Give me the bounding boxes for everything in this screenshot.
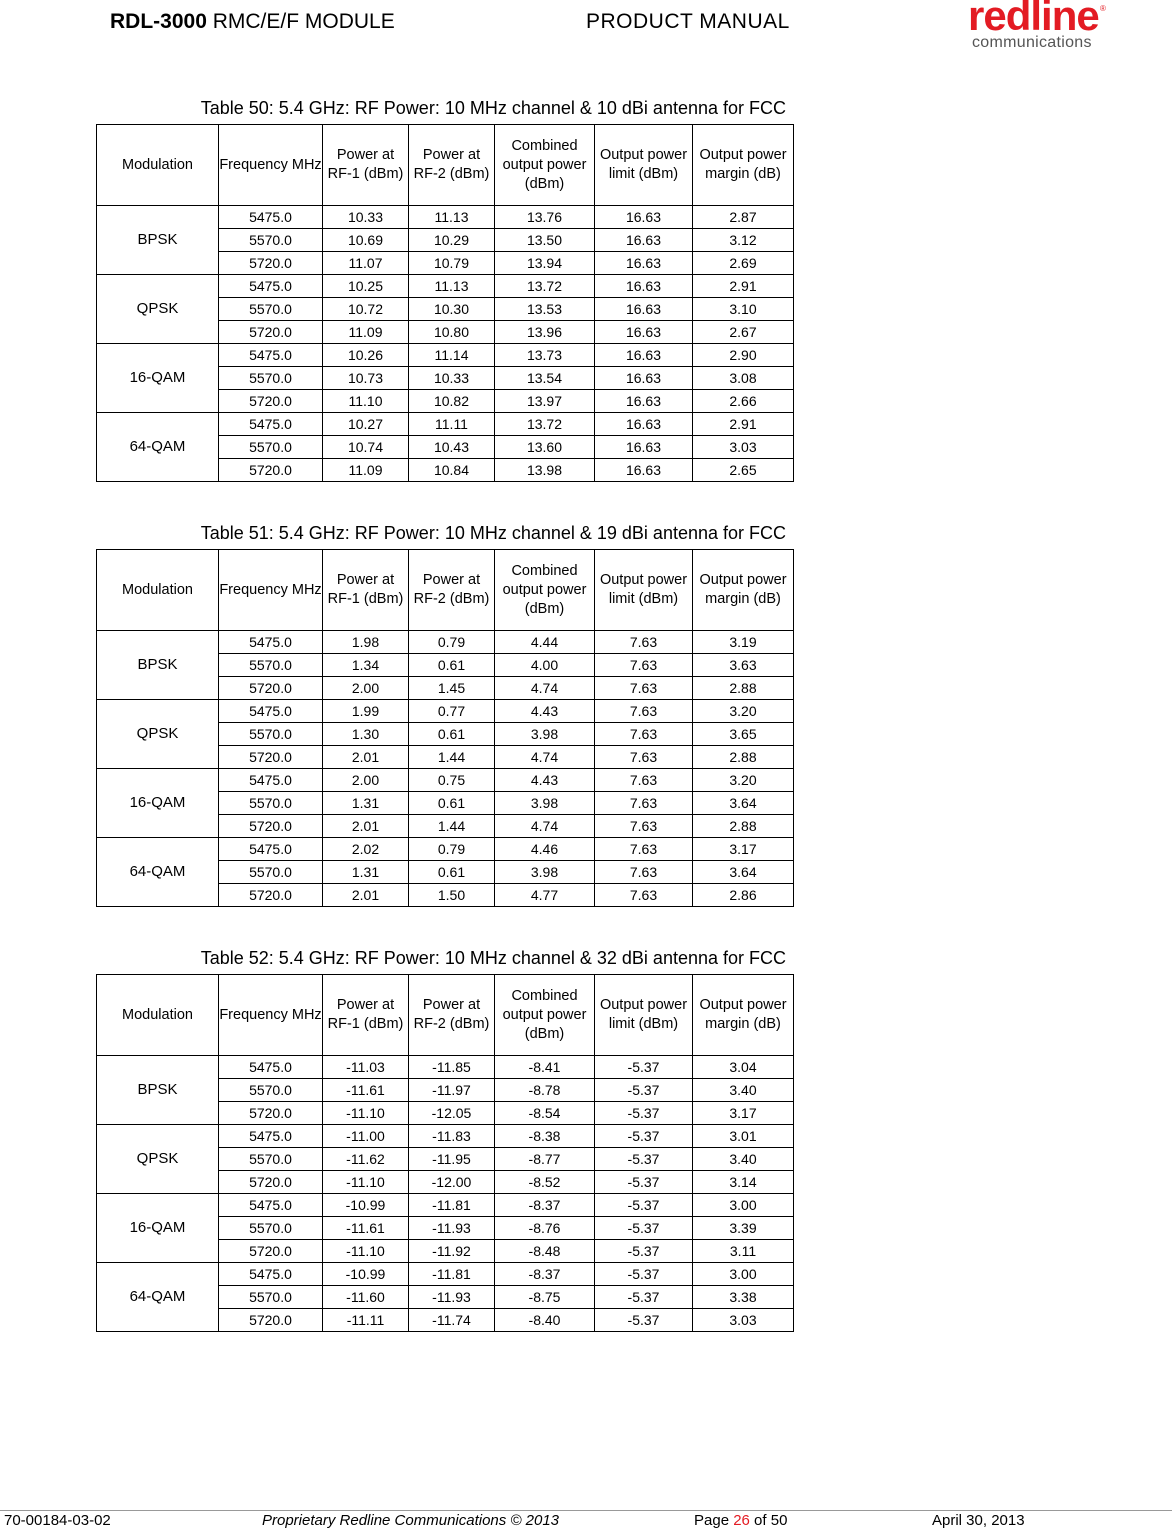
table-cell: 11.09 bbox=[323, 459, 409, 482]
table-header-row bbox=[97, 550, 794, 631]
table-cell: -11.93 bbox=[409, 1286, 495, 1309]
table-cell: -5.37 bbox=[595, 1309, 693, 1332]
table-cell: -5.37 bbox=[595, 1125, 693, 1148]
table-cell: 0.77 bbox=[409, 700, 495, 723]
table-cell: 16.63 bbox=[595, 436, 693, 459]
table-cell: 5570.0 bbox=[219, 298, 323, 321]
table-cell: 0.79 bbox=[409, 631, 495, 654]
table-cell: 3.98 bbox=[495, 723, 595, 746]
table-cell: 13.54 bbox=[495, 367, 595, 390]
footer-date: April 30, 2013 bbox=[932, 1512, 1025, 1529]
modulation-cell: BPSK bbox=[97, 631, 219, 700]
table-cell: 10.74 bbox=[323, 436, 409, 459]
table-cell: 7.63 bbox=[595, 838, 693, 861]
table-cell: 4.43 bbox=[495, 700, 595, 723]
table-cell: 1.44 bbox=[409, 815, 495, 838]
table-cell: 1.44 bbox=[409, 746, 495, 769]
table-cell: 4.46 bbox=[495, 838, 595, 861]
table-cell: 13.53 bbox=[495, 298, 595, 321]
table-cell: 4.74 bbox=[495, 746, 595, 769]
modulation-cell: BPSK bbox=[97, 1056, 219, 1125]
table-cell: 16.63 bbox=[595, 252, 693, 275]
column-header: Output power margin (dB) bbox=[693, 975, 794, 1056]
table-cell: -8.48 bbox=[495, 1240, 595, 1263]
table-cell: 11.10 bbox=[323, 390, 409, 413]
table-cell: 10.26 bbox=[323, 344, 409, 367]
table-cell: 7.63 bbox=[595, 792, 693, 815]
table-cell: 16.63 bbox=[595, 367, 693, 390]
table-cell: 0.79 bbox=[409, 838, 495, 861]
table-cell: 16.63 bbox=[595, 206, 693, 229]
modulation-cell: 16-QAM bbox=[97, 344, 219, 413]
table-cell: -11.93 bbox=[409, 1217, 495, 1240]
table-cell: 3.20 bbox=[693, 769, 794, 792]
table-row bbox=[97, 1125, 794, 1148]
logo-tagline: communications bbox=[972, 34, 1092, 51]
table-cell: 4.77 bbox=[495, 884, 595, 907]
table-cell: 5475.0 bbox=[219, 700, 323, 723]
table-cell: -11.10 bbox=[323, 1171, 409, 1194]
table-cell: 2.87 bbox=[693, 206, 794, 229]
table-cell: 16.63 bbox=[595, 344, 693, 367]
table-cell: 10.82 bbox=[409, 390, 495, 413]
table-cell: 0.61 bbox=[409, 792, 495, 815]
table-cell: 16.63 bbox=[595, 413, 693, 436]
table-cell: -5.37 bbox=[595, 1056, 693, 1079]
table-row bbox=[97, 838, 794, 861]
column-header: Output power limit (dBm) bbox=[595, 975, 693, 1056]
table-cell: 11.14 bbox=[409, 344, 495, 367]
table-cell: -11.97 bbox=[409, 1079, 495, 1102]
table-cell: -8.77 bbox=[495, 1148, 595, 1171]
modulation-cell: QPSK bbox=[97, 700, 219, 769]
table-cell: 5720.0 bbox=[219, 459, 323, 482]
table-row bbox=[97, 1056, 794, 1079]
table-cell: 1.34 bbox=[323, 654, 409, 677]
table-cell: -8.78 bbox=[495, 1079, 595, 1102]
table-cell: -8.40 bbox=[495, 1309, 595, 1332]
table-cell: 5720.0 bbox=[219, 815, 323, 838]
table-cell: 0.61 bbox=[409, 723, 495, 746]
table-cell: 5475.0 bbox=[219, 1263, 323, 1286]
table-cell: 3.64 bbox=[693, 861, 794, 884]
table-row bbox=[97, 413, 794, 436]
table-cell: -8.76 bbox=[495, 1217, 595, 1240]
table-cell: 7.63 bbox=[595, 746, 693, 769]
table-cell: 5570.0 bbox=[219, 861, 323, 884]
table-cell: 5475.0 bbox=[219, 413, 323, 436]
table-cell: 3.01 bbox=[693, 1125, 794, 1148]
table-cell: 10.33 bbox=[409, 367, 495, 390]
table-cell: 13.94 bbox=[495, 252, 595, 275]
table-row bbox=[97, 275, 794, 298]
table-cell: -8.52 bbox=[495, 1171, 595, 1194]
column-header: Output power margin (dB) bbox=[693, 550, 794, 631]
table-cell: -8.37 bbox=[495, 1263, 595, 1286]
table-cell: -5.37 bbox=[595, 1263, 693, 1286]
table-cell: 10.84 bbox=[409, 459, 495, 482]
table-cell: 3.65 bbox=[693, 723, 794, 746]
table-cell: 10.73 bbox=[323, 367, 409, 390]
table-caption: Table 52: 5.4 GHz: RF Power: 10 MHz channel & 32 dBi antenna for FCC bbox=[200, 948, 786, 968]
column-header: Combined output power (dBm) bbox=[495, 550, 595, 631]
table-cell: 3.11 bbox=[693, 1240, 794, 1263]
table-cell: 5570.0 bbox=[219, 436, 323, 459]
table-cell: 3.38 bbox=[693, 1286, 794, 1309]
table-cell: 3.64 bbox=[693, 792, 794, 815]
table-cell: 3.12 bbox=[693, 229, 794, 252]
table-cell: 1.31 bbox=[323, 792, 409, 815]
modulation-cell: 64-QAM bbox=[97, 838, 219, 907]
table-cell: 5720.0 bbox=[219, 390, 323, 413]
table-cell: 5475.0 bbox=[219, 631, 323, 654]
table-cell: 2.86 bbox=[693, 884, 794, 907]
table-row bbox=[97, 1263, 794, 1286]
table-cell: -11.83 bbox=[409, 1125, 495, 1148]
table-cell: 4.00 bbox=[495, 654, 595, 677]
table-cell: 13.72 bbox=[495, 413, 595, 436]
table-cell: 11.13 bbox=[409, 275, 495, 298]
table-cell: 3.20 bbox=[693, 700, 794, 723]
table-cell: 2.02 bbox=[323, 838, 409, 861]
table-cell: -5.37 bbox=[595, 1148, 693, 1171]
table-cell: 2.65 bbox=[693, 459, 794, 482]
table-caption: Table 51: 5.4 GHz: RF Power: 10 MHz channel & 19 dBi antenna for FCC bbox=[200, 523, 786, 543]
table-cell: 10.69 bbox=[323, 229, 409, 252]
table-cell: 1.99 bbox=[323, 700, 409, 723]
footer-proprietary: Proprietary Redline Communications © 2013 bbox=[262, 1512, 560, 1529]
table-cell: 2.91 bbox=[693, 275, 794, 298]
column-header: Frequency MHz bbox=[219, 975, 323, 1056]
table-cell: 5720.0 bbox=[219, 1309, 323, 1332]
modulation-cell: BPSK bbox=[97, 206, 219, 275]
table-cell: 5475.0 bbox=[219, 769, 323, 792]
table-cell: 2.69 bbox=[693, 252, 794, 275]
table-cell: 10.33 bbox=[323, 206, 409, 229]
footer-divider bbox=[0, 1510, 1172, 1511]
table-row bbox=[97, 631, 794, 654]
column-header: Modulation bbox=[97, 125, 219, 206]
column-header: Power at RF-1 (dBm) bbox=[323, 125, 409, 206]
modulation-cell: QPSK bbox=[97, 275, 219, 344]
table-cell: 2.88 bbox=[693, 746, 794, 769]
table-cell: 5570.0 bbox=[219, 654, 323, 677]
table-cell: 5720.0 bbox=[219, 677, 323, 700]
table-cell: 3.04 bbox=[693, 1056, 794, 1079]
column-header: Modulation bbox=[97, 975, 219, 1056]
column-header: Power at RF-2 (dBm) bbox=[409, 975, 495, 1056]
table-cell: 1.31 bbox=[323, 861, 409, 884]
table-cell: 3.39 bbox=[693, 1217, 794, 1240]
table-cell: -11.92 bbox=[409, 1240, 495, 1263]
table-cell: 3.17 bbox=[693, 1102, 794, 1125]
table-cell: 10.27 bbox=[323, 413, 409, 436]
table-cell: 3.10 bbox=[693, 298, 794, 321]
table-cell: -5.37 bbox=[595, 1286, 693, 1309]
table-cell: 2.88 bbox=[693, 815, 794, 838]
table-cell: 11.07 bbox=[323, 252, 409, 275]
table-cell: 3.03 bbox=[693, 436, 794, 459]
table-cell: 13.50 bbox=[495, 229, 595, 252]
table-cell: -11.10 bbox=[323, 1102, 409, 1125]
table-cell: -10.99 bbox=[323, 1263, 409, 1286]
column-header: Output power limit (dBm) bbox=[595, 125, 693, 206]
table-row bbox=[97, 344, 794, 367]
table-cell: 3.63 bbox=[693, 654, 794, 677]
table-cell: 5570.0 bbox=[219, 1148, 323, 1171]
page-header bbox=[0, 0, 1172, 60]
table-row bbox=[97, 1194, 794, 1217]
table-cell: 2.67 bbox=[693, 321, 794, 344]
table-caption: Table 50: 5.4 GHz: RF Power: 10 MHz channel & 10 dBi antenna for FCC bbox=[200, 98, 786, 118]
table-cell: -11.11 bbox=[323, 1309, 409, 1332]
table-cell: 5720.0 bbox=[219, 1240, 323, 1263]
table-row bbox=[97, 206, 794, 229]
table-cell: 11.13 bbox=[409, 206, 495, 229]
table-cell: 5475.0 bbox=[219, 838, 323, 861]
table-cell: 10.80 bbox=[409, 321, 495, 344]
table-row bbox=[97, 769, 794, 792]
table-cell: -8.37 bbox=[495, 1194, 595, 1217]
table-cell: 3.17 bbox=[693, 838, 794, 861]
redline-logo bbox=[968, 0, 1108, 56]
page-prefix: Page bbox=[694, 1512, 734, 1529]
rf-power-table bbox=[96, 549, 794, 907]
table-cell: 16.63 bbox=[595, 275, 693, 298]
table-cell: -11.74 bbox=[409, 1309, 495, 1332]
table-cell: 3.19 bbox=[693, 631, 794, 654]
table-cell: 3.14 bbox=[693, 1171, 794, 1194]
logo-wordmark: redline bbox=[968, 0, 1099, 39]
table-cell: 7.63 bbox=[595, 677, 693, 700]
column-header: Power at RF-2 (dBm) bbox=[409, 550, 495, 631]
table-cell: 2.00 bbox=[323, 769, 409, 792]
table-cell: -11.61 bbox=[323, 1079, 409, 1102]
table-cell: 5720.0 bbox=[219, 1102, 323, 1125]
table-cell: 10.43 bbox=[409, 436, 495, 459]
table-cell: 5475.0 bbox=[219, 275, 323, 298]
table-cell: 0.61 bbox=[409, 654, 495, 677]
table-cell: -10.99 bbox=[323, 1194, 409, 1217]
table-cell: 0.75 bbox=[409, 769, 495, 792]
table-cell: 16.63 bbox=[595, 459, 693, 482]
table-cell: 1.30 bbox=[323, 723, 409, 746]
table-header-row bbox=[97, 125, 794, 206]
table-cell: -11.10 bbox=[323, 1240, 409, 1263]
table-cell: 16.63 bbox=[595, 321, 693, 344]
column-header: Power at RF-1 (dBm) bbox=[323, 550, 409, 631]
table-cell: 5475.0 bbox=[219, 1194, 323, 1217]
table-cell: -5.37 bbox=[595, 1217, 693, 1240]
table-cell: -8.38 bbox=[495, 1125, 595, 1148]
table-cell: 13.73 bbox=[495, 344, 595, 367]
table-cell: 5475.0 bbox=[219, 344, 323, 367]
table-cell: -5.37 bbox=[595, 1171, 693, 1194]
table-cell: 5720.0 bbox=[219, 746, 323, 769]
table-cell: 0.61 bbox=[409, 861, 495, 884]
table-cell: -11.85 bbox=[409, 1056, 495, 1079]
document-title bbox=[110, 10, 395, 34]
table-cell: 2.00 bbox=[323, 677, 409, 700]
table-cell: 2.88 bbox=[693, 677, 794, 700]
column-header: Power at RF-1 (dBm) bbox=[323, 975, 409, 1056]
table-cell: 3.40 bbox=[693, 1079, 794, 1102]
page-number: 26 bbox=[733, 1512, 750, 1529]
table-header-row bbox=[97, 975, 794, 1056]
table-cell: -8.54 bbox=[495, 1102, 595, 1125]
table-cell: -11.62 bbox=[323, 1148, 409, 1171]
table-cell: 5475.0 bbox=[219, 1056, 323, 1079]
table-cell: 3.03 bbox=[693, 1309, 794, 1332]
table-cell: 13.97 bbox=[495, 390, 595, 413]
column-header: Output power margin (dB) bbox=[693, 125, 794, 206]
table-cell: 13.76 bbox=[495, 206, 595, 229]
column-header: Combined output power (dBm) bbox=[495, 125, 595, 206]
modulation-cell: 16-QAM bbox=[97, 769, 219, 838]
column-header: Combined output power (dBm) bbox=[495, 975, 595, 1056]
column-header: Output power limit (dBm) bbox=[595, 550, 693, 631]
table-cell: -5.37 bbox=[595, 1194, 693, 1217]
table-cell: 7.63 bbox=[595, 631, 693, 654]
logo-registered-mark: ® bbox=[1100, 4, 1106, 13]
table-cell: 2.01 bbox=[323, 815, 409, 838]
table-cell: 7.63 bbox=[595, 815, 693, 838]
table-cell: 13.60 bbox=[495, 436, 595, 459]
table-cell: 2.01 bbox=[323, 746, 409, 769]
table-cell: 7.63 bbox=[595, 723, 693, 746]
table-cell: 2.91 bbox=[693, 413, 794, 436]
table-cell: -12.00 bbox=[409, 1171, 495, 1194]
modulation-cell: QPSK bbox=[97, 1125, 219, 1194]
table-cell: 4.74 bbox=[495, 677, 595, 700]
table-cell: 11.09 bbox=[323, 321, 409, 344]
table-cell: 5570.0 bbox=[219, 1079, 323, 1102]
table-cell: 4.74 bbox=[495, 815, 595, 838]
column-header: Power at RF-2 (dBm) bbox=[409, 125, 495, 206]
table-cell: 2.66 bbox=[693, 390, 794, 413]
column-header: Frequency MHz bbox=[219, 125, 323, 206]
table-cell: 1.45 bbox=[409, 677, 495, 700]
table-cell: 3.98 bbox=[495, 861, 595, 884]
modulation-cell: 64-QAM bbox=[97, 413, 219, 482]
table-cell: 5570.0 bbox=[219, 792, 323, 815]
table-cell: 7.63 bbox=[595, 654, 693, 677]
table-cell: 10.72 bbox=[323, 298, 409, 321]
table-cell: 10.25 bbox=[323, 275, 409, 298]
table-cell: -11.61 bbox=[323, 1217, 409, 1240]
table-cell: 3.98 bbox=[495, 792, 595, 815]
modulation-cell: 16-QAM bbox=[97, 1194, 219, 1263]
table-cell: 5475.0 bbox=[219, 206, 323, 229]
table-cell: 7.63 bbox=[595, 700, 693, 723]
table-cell: 5720.0 bbox=[219, 884, 323, 907]
table-cell: -8.75 bbox=[495, 1286, 595, 1309]
table-cell: 13.72 bbox=[495, 275, 595, 298]
table-row bbox=[97, 700, 794, 723]
table-cell: 5570.0 bbox=[219, 723, 323, 746]
document-title-model: RDL-3000 bbox=[110, 10, 207, 33]
table-cell: 5720.0 bbox=[219, 1171, 323, 1194]
table-cell: -8.41 bbox=[495, 1056, 595, 1079]
rf-power-table bbox=[96, 124, 794, 482]
table-cell: -11.00 bbox=[323, 1125, 409, 1148]
table-cell: 10.30 bbox=[409, 298, 495, 321]
rf-power-table bbox=[96, 974, 794, 1332]
table-cell: 5570.0 bbox=[219, 229, 323, 252]
table-cell: 3.00 bbox=[693, 1194, 794, 1217]
table-cell: 11.11 bbox=[409, 413, 495, 436]
column-header: Frequency MHz bbox=[219, 550, 323, 631]
table-cell: 5475.0 bbox=[219, 1125, 323, 1148]
table-cell: 7.63 bbox=[595, 884, 693, 907]
table-cell: 5570.0 bbox=[219, 367, 323, 390]
footer-page-indicator bbox=[694, 1512, 787, 1529]
modulation-cell: 64-QAM bbox=[97, 1263, 219, 1332]
table-cell: 13.96 bbox=[495, 321, 595, 344]
document-title-module: RMC/E/F MODULE bbox=[212, 10, 395, 33]
table-cell: 2.90 bbox=[693, 344, 794, 367]
table-cell: 7.63 bbox=[595, 861, 693, 884]
table-cell: 10.79 bbox=[409, 252, 495, 275]
footer-doc-number: 70-00184-03-02 bbox=[4, 1512, 111, 1529]
page-suffix: of 50 bbox=[749, 1512, 788, 1529]
table-cell: -11.03 bbox=[323, 1056, 409, 1079]
table-cell: -5.37 bbox=[595, 1102, 693, 1125]
table-cell: 5570.0 bbox=[219, 1286, 323, 1309]
table-cell: -11.81 bbox=[409, 1263, 495, 1286]
table-cell: -5.37 bbox=[595, 1240, 693, 1263]
table-cell: -12.05 bbox=[409, 1102, 495, 1125]
table-cell: 5720.0 bbox=[219, 321, 323, 344]
table-cell: 5720.0 bbox=[219, 252, 323, 275]
table-cell: 16.63 bbox=[595, 229, 693, 252]
table-cell: 5570.0 bbox=[219, 1217, 323, 1240]
table-cell: 3.00 bbox=[693, 1263, 794, 1286]
table-cell: 2.01 bbox=[323, 884, 409, 907]
table-cell: 1.98 bbox=[323, 631, 409, 654]
table-cell: 10.29 bbox=[409, 229, 495, 252]
table-cell: 4.43 bbox=[495, 769, 595, 792]
table-cell: -5.37 bbox=[595, 1079, 693, 1102]
table-cell: 16.63 bbox=[595, 390, 693, 413]
table-cell: 4.44 bbox=[495, 631, 595, 654]
table-cell: 3.40 bbox=[693, 1148, 794, 1171]
table-cell: 3.08 bbox=[693, 367, 794, 390]
table-cell: 7.63 bbox=[595, 769, 693, 792]
product-manual-label: PRODUCT MANUAL bbox=[586, 10, 790, 33]
table-cell: 13.98 bbox=[495, 459, 595, 482]
column-header: Modulation bbox=[97, 550, 219, 631]
table-cell: -11.60 bbox=[323, 1286, 409, 1309]
table-cell: 1.50 bbox=[409, 884, 495, 907]
table-cell: -11.95 bbox=[409, 1148, 495, 1171]
table-cell: -11.81 bbox=[409, 1194, 495, 1217]
table-cell: 16.63 bbox=[595, 298, 693, 321]
